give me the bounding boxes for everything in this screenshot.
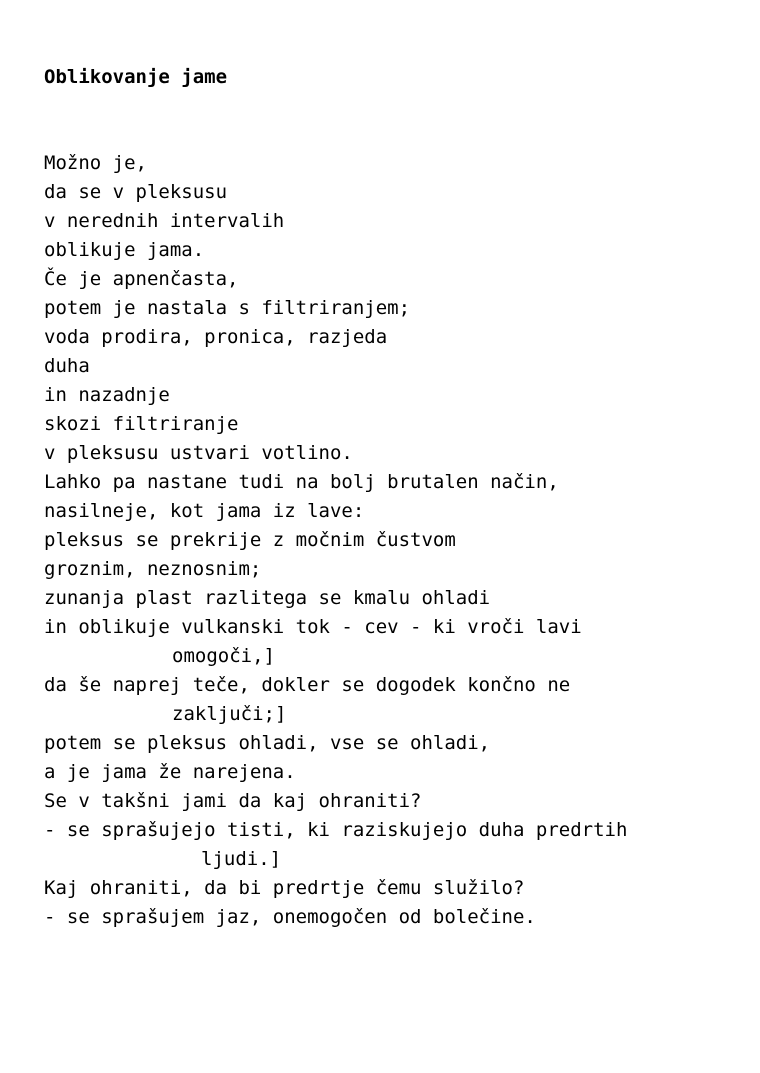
poem-line: groznim, neznosnim; <box>44 558 262 580</box>
poem-line: in oblikuje vulkanski tok - cev - ki vroči lavi <box>44 616 582 638</box>
poem-line-continuation: zaključi;] <box>172 703 287 725</box>
poem-line: - se sprašujem jaz, onemogočen od bolečine. <box>44 906 536 928</box>
poem-line: da se v pleksusu <box>44 181 228 203</box>
poem-line: voda prodira, pronica, razjeda <box>44 326 388 348</box>
poem-line: - se sprašujejo tisti, ki raziskujejo duha predrtih <box>44 819 628 841</box>
poem-line-continuation: ljudi.] <box>201 848 282 870</box>
poem-line: skozi filtriranje <box>44 413 239 435</box>
poem-line: a je jama že narejena. <box>44 761 296 783</box>
poem-line: Če je apnenčasta, <box>44 268 239 290</box>
poem-line: potem je nastala s filtriranjem; <box>44 297 411 319</box>
poem-line: in nazadnje <box>44 384 170 406</box>
poem-line: oblikuje jama. <box>44 239 205 261</box>
poem-line: pleksus se prekrije z močnim čustvom <box>44 529 456 551</box>
poem-body <box>44 149 744 932</box>
poem-line: nasilneje, kot jama iz lave: <box>44 500 365 522</box>
poem-line: zunanja plast razlitega se kmalu ohladi <box>44 587 491 609</box>
poem-line: Lahko pa nastane tudi na bolj brutalen način, <box>44 471 559 493</box>
poem-line: Možno je, <box>44 152 147 174</box>
poem-title: Oblikovanje jame <box>44 66 228 88</box>
poem-line-continuation: omogoči,] <box>172 645 275 667</box>
poem-line: Se v takšni jami da kaj ohraniti? <box>44 790 422 812</box>
poem-line: Kaj ohraniti, da bi predrtje čemu služilo? <box>44 877 525 899</box>
poem-line: potem se pleksus ohladi, vse se ohladi, <box>44 732 491 754</box>
poem-line: v pleksusu ustvari votlino. <box>44 442 353 464</box>
poem-line: duha <box>44 355 90 377</box>
poem-line: v nerednih intervalih <box>44 210 285 232</box>
poem-line: da še naprej teče, dokler se dogodek končno ne <box>44 674 571 696</box>
